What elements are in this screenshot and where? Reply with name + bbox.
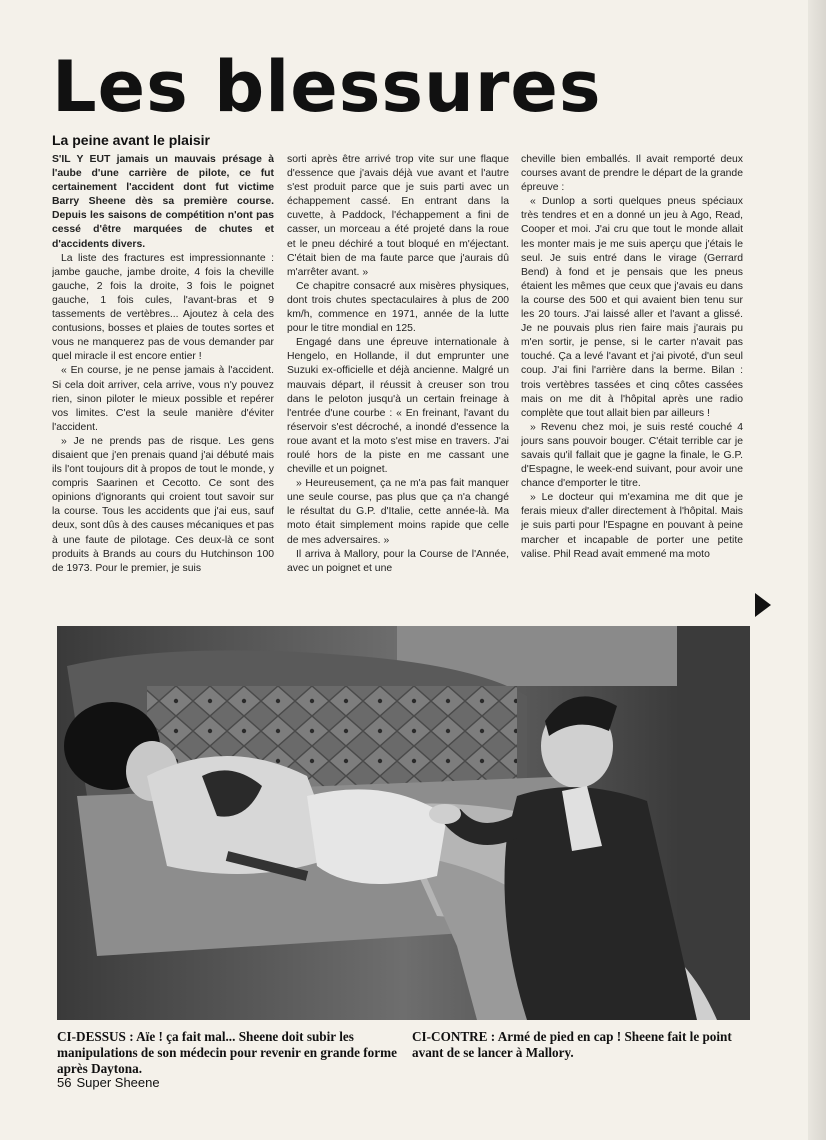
paragraph: « En course, je ne pense jamais à l'accident. Si cela doit arriver, cela arrive, vous n'y pouvez rien, sinon piloter le mieux possible et repérer vos limites. C'est la seule manière d'éviter l'accident.	[52, 365, 274, 433]
headline: Les blessures	[52, 46, 602, 128]
paragraph: cheville bien emballés. Il avait remporté deux courses avant de prendre le départ de la grande épreuve :	[521, 154, 743, 194]
paragraph: Ce chapitre consacré aux misères physiques, dont trois chutes spectaculaires à plus de 200 km/h, commence en 1971, année de la lutte pour le titre mondial en 125.	[287, 280, 509, 335]
paragraph: sorti après être arrivé trop vite sur une flaque d'essence que j'avais déjà vue avant et l'autre s'est produit parce que je suis parti avec un échappement cassé. En entrant dans la cuvette, à Paddock, l'échappement a fini de casser, un morceau a été projeté dans la roue et le pneu déchiré a tout bloqué en m'éjectant. C'était bien de ma faute parce que j'aurais dû m'arrêter avant. »	[287, 154, 509, 278]
publication-title: Super Sheene	[76, 1075, 160, 1090]
continue-arrow-icon	[755, 593, 771, 617]
paragraph: Il arriva à Mallory, pour la Course de l'Année, avec un poignet et une	[287, 548, 509, 574]
photo-caption-left: CI-DESSUS : Aïe ! ça fait mal... Sheene doit subir les manipulations de son médecin pour revenir en grande forme après Daytona.	[57, 1029, 397, 1076]
paragraph: » Je ne prends pas de risque. Les gens disaient que j'en prenais quand j'ai débuté mais ils l'ont toujours dit à propos de tout le monde, y compris Saarinen et Cecotto. Ce sont des opinions d'ignorants qui croient tout savoir sur la course. Tous les accidents que j'ai eus, sauf deux, sont dûs à des causes mécaniques et pas à une faute de pilotage. Ces deux-là ce sont produits à Brands au cours du Hutchinson 100 de 1973. Pour le premier, je suis	[52, 435, 274, 574]
page-edge	[808, 0, 826, 1140]
lead-paragraph: S'IL Y EUT jamais un mauvais présage à l'aube d'une carrière de pilote, ce fut certainement l'accident dont fut victime Barry Sheene dès sa première course. Depuis les saisons de compétition n'ont pas cessé d'être marquées de chutes et d'accidents divers.	[52, 154, 274, 250]
page-number: 56	[57, 1075, 72, 1090]
paragraph: La liste des fractures est impressionnante : jambe gauche, jambe droite, 4 fois la cheville gauche, 2 fois la droite, 3 fois le poignet gauche, 1 fois cules, l'avant-bras et 9 tassements de vertèbres... Ajoutez à cela des contusions, bosses et plaies de toutes sortes et vous ne manquerez pas de vous demander par quel miracle il est encore entier !	[52, 252, 274, 363]
paragraph: » Heureusement, ça ne m'a pas fait manquer une seule course, pas plus que ça n'a changé le résultat du G.P. d'Italie, cette année-là. Ma moto était simplement moins rapide que celle de mes adversaires. »	[287, 478, 509, 546]
article-column-2	[287, 153, 509, 621]
paragraph: « Dunlop a sorti quelques pneus spéciaux très tendres et en a donné un jeu à Ago, Read, Cooper et moi. J'ai cru que tout le monde allait les monter mais je me suis aperçu que j'étais le seul. Je suis entré dans le virage (Gerrard Bend) à fond et je pensais que les pneus étaient les mêmes que ceux que j'avais eu dans la course des 500 et qui avaient bien tenu sur les 20 tours. J'ai laissé aller et l'avant a glissé. Je ne pouvais plus rien faire mais j'aurais pu m'en sortir, je pense, si le carter n'avait pas touché. Ça a levé l'avant et j'ai pivoté, d'un seul coup. J'ai fini l'arrière dans la berme. Bilan : trois vertèbres tassées et cinq côtes cassées mais on me dit à l'hôpital après une radio complète que tout allait bien par ailleurs !	[521, 196, 743, 419]
subheadline: La peine avant le plaisir	[52, 132, 210, 148]
page-footer	[57, 1075, 160, 1090]
paragraph: » Revenu chez moi, je suis resté couché 4 jours sans pouvoir bouger. C'était terrible car je savais qu'il fallait que je gagne la finale, le G.P. d'Espagne, le week-end suivant, pour avoir une chance d'emporter le titre.	[521, 421, 743, 490]
photo-doctor-examination	[57, 626, 750, 1020]
photo-caption-right: CI-CONTRE : Armé de pied en cap ! Sheene fait le point avant de se lancer à Mallory.	[412, 1029, 732, 1060]
article-column-1	[52, 153, 274, 621]
paragraph: » Le docteur qui m'examina me dit que je ferais mieux d'aller directement à l'hôpital. Mais je suis parti pour l'Espagne en pouvant à peine marcher et incapable de porter une petite valise. Phil Read avait emmené ma moto	[521, 492, 743, 560]
paragraph: Engagé dans une épreuve internationale à Hengelo, en Hollande, il dut emprunter une Suzuki ex-officielle et déjà ancienne. Malgré un mauvais départ, il réussit à creuser son trou dans le peloton jusqu'à un certain freinage à l'entrée d'une courbe : « En freinant, l'avant du réservoir s'est décroché, a inondé d'essence la roue avant et la moto s'est mise en travers. J'ai roulé hors de la piste en me cassant une cheville et un poignet.	[287, 337, 509, 476]
article-column-3	[521, 153, 743, 621]
